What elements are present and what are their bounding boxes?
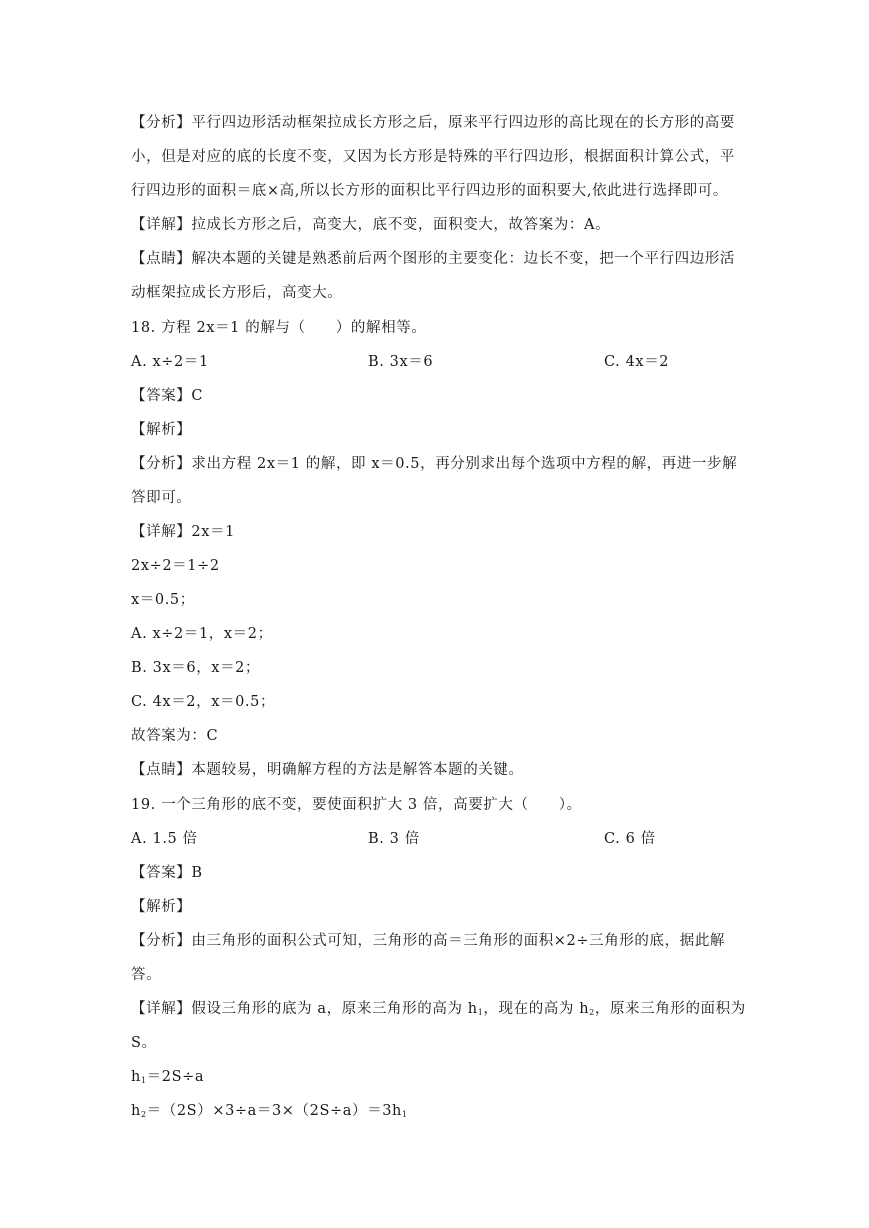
detail-19-text-a: 【详解】假设三角形的底为 a，原来三角形的高为 h xyxy=(131,1001,478,1017)
question-19: 19. 一个三角形的底不变，要使面积扩大 3 倍，高要扩大（ ）。 xyxy=(131,797,582,813)
solution-step-2: x＝0.5； xyxy=(131,592,195,608)
option-19-c: C. 6 倍 xyxy=(604,831,656,847)
solution-step-5: C. 4x＝2，x＝0.5； xyxy=(131,694,276,710)
detail-19-text-b: ，现在的高为 h xyxy=(483,1001,590,1017)
equation-h2-sub-end: 1 xyxy=(401,1110,408,1119)
analysis-17-line-3: 行四边形的面积＝底×高,所以长方形的面积比平行四边形的面积要大,依此进行选择即可。 xyxy=(131,183,728,199)
key-point-18: 【点睛】本题较易，明确解方程的方法是解答本题的关键。 xyxy=(131,762,524,778)
equation-h2 xyxy=(131,1101,408,1125)
detail-19-text-c: ，原来三角形的面积为 xyxy=(594,1001,746,1017)
equation-h2-sub: 2 xyxy=(140,1110,147,1119)
option-18-b: B. 3x＝6 xyxy=(368,354,434,370)
key-point-17-line-2: 动框架拉成长方形后，高变大。 xyxy=(131,285,343,301)
equation-h2-rest: ＝（2S）×3÷a＝3×（2S÷a）＝3h xyxy=(146,1103,402,1119)
option-18-a: A. x÷2＝1 xyxy=(131,354,209,370)
subscript-1: 1 xyxy=(477,1008,484,1017)
solution-step-1: 2x÷2＝1÷2 xyxy=(131,558,220,574)
equation-h1 xyxy=(131,1067,204,1091)
question-18: 18. 方程 2x＝1 的解与（ ）的解相等。 xyxy=(131,320,427,336)
subscript-2: 2 xyxy=(589,1008,595,1017)
answer-19: 【答案】B xyxy=(131,865,203,881)
analysis-18-line-2: 答即可。 xyxy=(131,490,192,506)
solution-step-3: A. x÷2＝1，x＝2； xyxy=(131,626,273,642)
detail-17: 【详解】拉成长方形之后，高变大，底不变，面积变大，故答案为：A。 xyxy=(131,217,611,233)
detail-19-line-2: S。 xyxy=(131,1035,157,1051)
analysis-17-line-1: 【分析】平行四边形活动框架拉成长方形之后，原来平行四边形的高比现在的长方形的高要 xyxy=(131,115,735,131)
explanation-18-heading: 【解析】 xyxy=(131,422,192,438)
solution-step-4: B. 3x＝6，x＝2； xyxy=(131,660,261,676)
option-18-c: C. 4x＝2 xyxy=(604,354,670,370)
key-point-17-line-1: 【点睛】解决本题的关键是熟悉前后两个图形的主要变化：边长不变，把一个平行四边形活 xyxy=(131,251,735,267)
analysis-18-line-1: 【分析】求出方程 2x＝1 的解，即 x＝0.5，再分别求出每个选项中方程的解，再进一步解 xyxy=(131,456,738,472)
analysis-19-line-2: 答。 xyxy=(131,967,162,983)
solution-conclusion-18: 故答案为：C xyxy=(131,728,219,744)
equation-h1-rest: ＝2S÷a xyxy=(146,1069,205,1085)
analysis-17-line-2: 小，但是对应的底的长度不变，又因为长方形是特殊的平行四边形，根据面积计算公式，平 xyxy=(131,149,735,165)
equation-h2-var: h xyxy=(131,1103,141,1119)
equation-h1-sub: 1 xyxy=(140,1076,147,1085)
answer-18: 【答案】C xyxy=(131,388,204,404)
detail-19-line-1 xyxy=(131,999,746,1023)
explanation-19-heading: 【解析】 xyxy=(131,899,192,915)
equation-h1-var: h xyxy=(131,1069,141,1085)
option-19-a: A. 1.5 倍 xyxy=(131,831,198,847)
option-19-b: B. 3 倍 xyxy=(368,831,420,847)
detail-18: 【详解】2x＝1 xyxy=(131,524,235,540)
analysis-19-line-1: 【分析】由三角形的面积公式可知，三角形的高＝三角形的面积×2÷三角形的底，据此解 xyxy=(131,933,726,949)
